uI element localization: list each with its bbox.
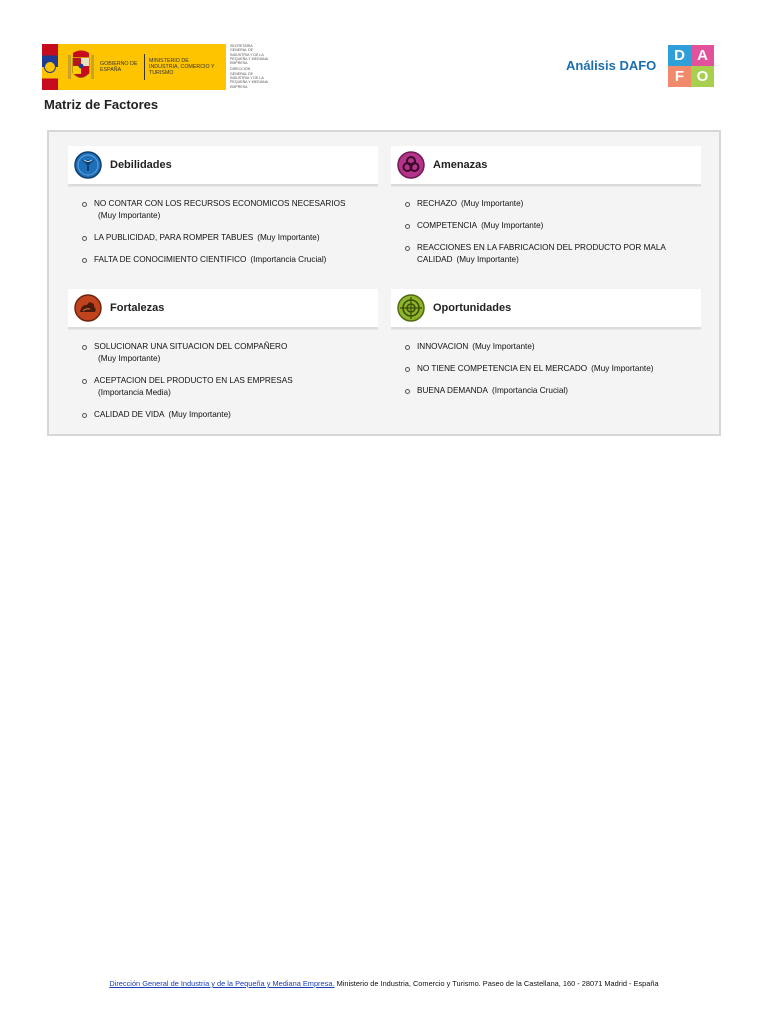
list-item <box>68 375 378 399</box>
list-item <box>391 242 701 266</box>
list-item <box>68 341 378 365</box>
quadrant-title: Debilidades <box>110 159 172 171</box>
bullet-icon <box>82 258 87 263</box>
bullet-icon <box>82 379 87 384</box>
list-item <box>391 198 701 210</box>
list-item <box>391 363 701 375</box>
factor-importance: (Muy Importante) <box>98 211 161 220</box>
quadrant-header <box>391 146 701 186</box>
page-title: Matriz de Factores <box>44 97 159 112</box>
factor-text: COMPETENCIA <box>417 221 478 230</box>
list-item <box>391 341 701 353</box>
list-item <box>68 198 378 222</box>
target-icon <box>397 294 425 322</box>
bullet-icon <box>82 345 87 350</box>
bullet-icon <box>405 224 410 229</box>
bullet-icon <box>405 389 410 394</box>
factor-list <box>68 198 378 266</box>
factor-importance: (Muy Importante) <box>257 233 320 242</box>
list-item <box>68 409 378 421</box>
report-title: Análisis DAFO <box>566 58 657 73</box>
factor-list <box>68 341 378 421</box>
secretaria-label: SECRETARÍA GENERAL DE INDUSTRIA Y DE LA PEQUEÑA Y MEDIANA EMPRESA <box>230 44 268 66</box>
factor-text: NO TIENE COMPETENCIA EN EL MERCADO <box>417 364 588 373</box>
factor-importance: (Muy Importante) <box>98 354 161 363</box>
factor-importance: (Muy Importante) <box>461 199 524 208</box>
footer-address: Ministerio de Industria, Comercio y Turismo. Paseo de la Castellana, 160 - 28071 Madrid - España <box>336 979 659 988</box>
factor-importance: (Muy Importante) <box>481 221 544 230</box>
factor-importance: (Muy Importante) <box>472 342 535 351</box>
list-item <box>391 220 701 232</box>
quadrant-amenazas <box>391 146 701 276</box>
eu-flag-strip <box>42 44 58 90</box>
factor-text: FALTA DE CONOCIMIENTO CIENTIFICO <box>94 255 247 264</box>
bullet-icon <box>405 246 410 251</box>
dafo-logo <box>668 45 714 87</box>
spain-coat-of-arms-icon <box>66 49 96 85</box>
dafo-letter-o: O <box>691 66 714 87</box>
government-label: GOBIERNO DE ESPAÑA <box>100 61 138 73</box>
factors-matrix <box>47 130 721 436</box>
debilidades-icon <box>74 151 102 179</box>
quadrant-title: Amenazas <box>433 159 488 171</box>
bullet-icon <box>82 413 87 418</box>
factor-importance: (Importancia Crucial) <box>491 386 568 395</box>
page-footer <box>0 979 768 988</box>
factor-text: SOLUCIONAR UNA SITUACION DEL COMPAÑERO <box>94 342 288 351</box>
biohazard-icon <box>397 151 425 179</box>
quadrant-header <box>391 289 701 329</box>
government-logo <box>42 44 272 90</box>
quadrant-title: Fortalezas <box>110 302 165 314</box>
factor-text: ACEPTACION DEL PRODUCTO EN LAS EMPRESAS <box>94 376 293 385</box>
page-header <box>0 0 768 120</box>
factor-text: REACCIONES EN LA FABRICACION DEL PRODUCTO POR MALA CALIDAD <box>417 243 666 264</box>
factor-importance: (Muy Importante) <box>591 364 654 373</box>
ministry-label: MINISTERIO DE INDUSTRIA, COMERCIO Y TURISMO <box>149 58 215 76</box>
direccion-general-link[interactable]: Dirección General de Industria y de la Pequeña y Mediana Empresa. <box>109 979 335 988</box>
factor-text: RECHAZO <box>417 199 458 208</box>
quadrant-fortalezas <box>68 289 378 431</box>
quadrant-title: Oportunidades <box>433 302 512 314</box>
factor-list <box>391 198 701 266</box>
list-item <box>68 232 378 244</box>
factor-text: CALIDAD DE VIDA <box>94 410 165 419</box>
factor-importance: (Importancia Crucial) <box>250 255 327 264</box>
list-item <box>391 385 701 397</box>
factor-text: BUENA DEMANDA <box>417 386 488 395</box>
bullet-icon <box>405 345 410 350</box>
factor-list <box>391 341 701 397</box>
factor-text: INNOVACION <box>417 342 469 351</box>
logo-separator <box>144 54 145 80</box>
bullet-icon <box>405 202 410 207</box>
factor-text: NO CONTAR CON LOS RECURSOS ECONOMICOS NECESARIOS <box>94 199 346 208</box>
quadrant-debilidades <box>68 146 378 276</box>
factor-importance: (Muy Importante) <box>168 410 231 419</box>
quadrant-oportunidades <box>391 289 701 407</box>
bullet-icon <box>82 202 87 207</box>
ministry-banner <box>58 44 226 90</box>
dafo-letter-d: D <box>668 45 691 66</box>
list-item <box>68 254 378 266</box>
quadrant-header <box>68 146 378 186</box>
direccion-label: DIRECCIÓN GENERAL DE INDUSTRIA Y DE LA PEQUEÑA Y MEDIANA EMPRESA <box>230 67 268 89</box>
bullet-icon <box>82 236 87 241</box>
factor-importance: (Importancia Media) <box>98 388 171 397</box>
secretariat-labels <box>226 44 268 90</box>
dafo-letter-a: A <box>691 45 714 66</box>
factor-text: LA PUBLICIDAD, PARA ROMPER TABUES <box>94 233 254 242</box>
factor-importance: (Muy Importante) <box>456 255 519 264</box>
bullet-icon <box>405 367 410 372</box>
quadrant-header <box>68 289 378 329</box>
strength-arm-icon <box>74 294 102 322</box>
dafo-letter-f: F <box>668 66 691 87</box>
